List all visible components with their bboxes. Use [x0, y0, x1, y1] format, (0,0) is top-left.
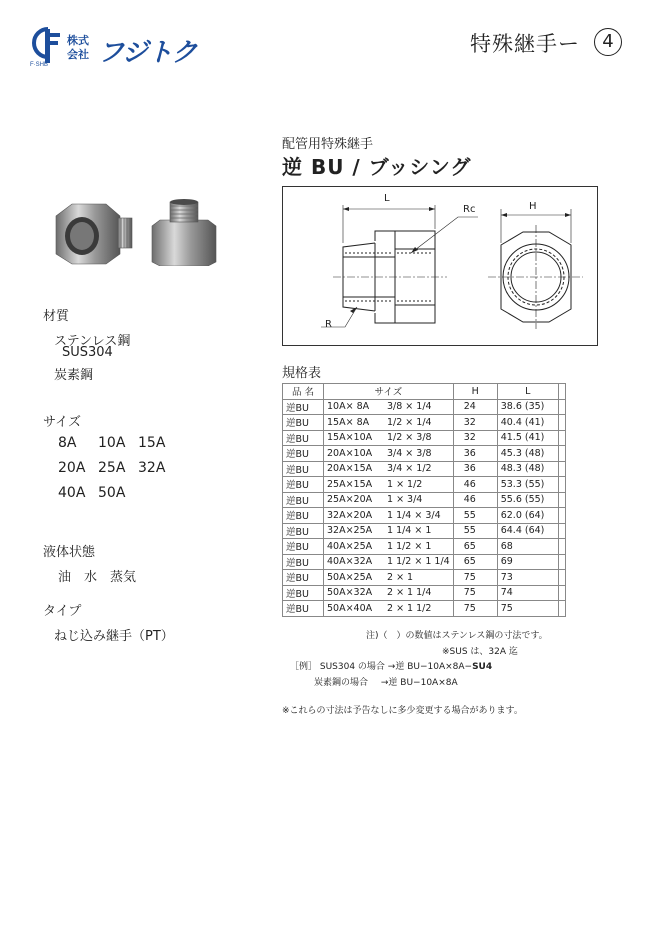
example-sus-value: →逆 BU−10A×8A−	[387, 662, 473, 672]
cell-L: 38.6 (35)	[497, 399, 558, 415]
cell-size-inch: 1 1/4 × 1	[384, 523, 453, 539]
size-item: 8A	[58, 435, 77, 451]
header-size: サイズ	[324, 384, 454, 400]
dim-label-Rc: Rc	[463, 204, 476, 215]
cell-size-inch: 1 1/4 × 3/4	[384, 508, 453, 524]
cell-L: 48.3 (48)	[497, 461, 558, 477]
cell-H: 46	[453, 477, 497, 493]
header-blank	[558, 384, 565, 400]
cell-H: 55	[453, 508, 497, 524]
cell-name: 逆BU	[283, 554, 324, 570]
material-value-1: ステンレス鋼	[54, 334, 131, 349]
cell-H: 65	[453, 539, 497, 555]
cell-size-inch: 2 × 1 1/4	[384, 585, 453, 601]
size-item: 15A	[138, 435, 166, 451]
cell-L: 75	[497, 601, 558, 617]
dim-label-L: L	[384, 193, 390, 204]
cell-name: 逆BU	[283, 399, 324, 415]
cell-H: 75	[453, 570, 497, 586]
cell-size-nominal: 32A×20A	[324, 508, 385, 524]
note-sus-limit: ※SUS は、32A 迄	[442, 647, 518, 657]
dim-label-R: R	[325, 319, 332, 330]
cell-H: 36	[453, 461, 497, 477]
cell-blank	[558, 585, 565, 601]
cell-size-nominal: 40A×25A	[324, 539, 385, 555]
table-row	[283, 461, 566, 477]
footer-disclaimer: ※これらの寸法は予告なしに多少変更する場合があります。	[282, 706, 523, 716]
cell-name: 逆BU	[283, 477, 324, 493]
spec-table	[282, 383, 566, 617]
cell-H: 46	[453, 492, 497, 508]
cell-size-inch: 1 × 3/4	[384, 492, 453, 508]
cell-L: 41.5 (41)	[497, 430, 558, 446]
product-photo	[52, 196, 228, 266]
material-value-3: 炭素鋼	[54, 368, 94, 383]
cell-blank	[558, 399, 565, 415]
cell-L: 73	[497, 570, 558, 586]
cell-L: 62.0 (64)	[497, 508, 558, 524]
example-sus-suffix: SU4	[472, 662, 493, 672]
cell-name: 逆BU	[283, 430, 324, 446]
cell-size-nominal: 15A× 8A	[324, 415, 385, 431]
cell-name: 逆BU	[283, 601, 324, 617]
cell-blank	[558, 477, 565, 493]
cell-size-nominal: 50A×32A	[324, 585, 385, 601]
cell-size-nominal: 50A×40A	[324, 601, 385, 617]
cell-size-inch: 1/2 × 3/8	[384, 430, 453, 446]
table-row	[283, 508, 566, 524]
cell-name: 逆BU	[283, 539, 324, 555]
cell-name: 逆BU	[283, 446, 324, 462]
header-H: H	[453, 384, 497, 400]
size-item: 25A	[98, 460, 126, 476]
company-logo-icon	[32, 27, 64, 65]
cell-name: 逆BU	[283, 523, 324, 539]
cell-H: 32	[453, 430, 497, 446]
company-kabushiki: 株式	[67, 34, 89, 47]
cell-H: 24	[453, 399, 497, 415]
cell-name: 逆BU	[283, 570, 324, 586]
table-row	[283, 477, 566, 493]
cell-H: 32	[453, 415, 497, 431]
logo-subtext: F·SHB	[30, 62, 48, 68]
table-row	[283, 492, 566, 508]
cell-size-nominal: 10A× 8A	[324, 399, 385, 415]
cell-blank	[558, 430, 565, 446]
cell-size-inch: 1 1/2 × 1	[384, 539, 453, 555]
cell-blank	[558, 415, 565, 431]
spec-table-title: 規格表	[282, 366, 322, 381]
size-row-2	[58, 460, 178, 476]
cell-blank	[558, 523, 565, 539]
cell-name: 逆BU	[283, 492, 324, 508]
material-value-2: SUS304	[62, 345, 113, 360]
cell-size-inch: 3/4 × 1/2	[384, 461, 453, 477]
cell-blank	[558, 554, 565, 570]
cell-size-nominal: 25A×20A	[324, 492, 385, 508]
cell-L: 69	[497, 554, 558, 570]
cell-size-inch: 2 × 1	[384, 570, 453, 586]
fluid-label: 液体状態	[43, 545, 96, 560]
size-item: 10A	[98, 435, 126, 451]
cell-blank	[558, 570, 565, 586]
cell-L: 53.3 (55)	[497, 477, 558, 493]
cell-size-nominal: 50A×25A	[324, 570, 385, 586]
table-header-row	[283, 384, 566, 400]
cell-blank	[558, 508, 565, 524]
table-row	[283, 554, 566, 570]
table-row	[283, 446, 566, 462]
header-L: L	[497, 384, 558, 400]
cell-L: 45.3 (48)	[497, 446, 558, 462]
technical-drawing	[282, 186, 598, 346]
cell-blank	[558, 539, 565, 555]
company-kaisha: 会社	[67, 48, 89, 61]
cell-H: 55	[453, 523, 497, 539]
cell-name: 逆BU	[283, 508, 324, 524]
cell-H: 75	[453, 585, 497, 601]
cell-blank	[558, 446, 565, 462]
size-item: 40A	[58, 485, 86, 501]
cell-size-nominal: 15A×10A	[324, 430, 385, 446]
cell-size-inch: 3/4 × 3/8	[384, 446, 453, 462]
cell-blank	[558, 461, 565, 477]
cell-size-nominal: 40A×32A	[324, 554, 385, 570]
table-row	[283, 523, 566, 539]
cell-size-nominal: 32A×25A	[324, 523, 385, 539]
dim-label-H: H	[529, 201, 537, 212]
table-row	[283, 601, 566, 617]
cell-H: 65	[453, 554, 497, 570]
note-stainless: 注)（ ）の数値はステンレス鋼の寸法です。	[366, 631, 548, 641]
page-number-badge: 4	[594, 28, 622, 56]
cell-L: 74	[497, 585, 558, 601]
cell-H: 75	[453, 601, 497, 617]
size-item: 20A	[58, 460, 86, 476]
table-row	[283, 415, 566, 431]
example-carbon-row	[314, 675, 458, 688]
cell-H: 36	[453, 446, 497, 462]
cell-name: 逆BU	[283, 461, 324, 477]
product-subtitle: 配管用特殊継手	[282, 137, 374, 152]
size-row-3	[58, 485, 138, 501]
cell-size-nominal: 20A×15A	[324, 461, 385, 477]
cell-name: 逆BU	[283, 415, 324, 431]
example-carbon-label: 炭素鋼の場合	[314, 678, 369, 688]
type-value: ねじ込み継手（PT）	[54, 629, 174, 644]
cell-L: 68	[497, 539, 558, 555]
type-label: タイプ	[43, 604, 82, 619]
cell-size-nominal: 25A×15A	[324, 477, 385, 493]
page-category-label: 特殊継手ー	[470, 32, 580, 56]
cell-L: 40.4 (41)	[497, 415, 558, 431]
cell-L: 55.6 (55)	[497, 492, 558, 508]
table-row	[283, 539, 566, 555]
product-title: 逆 BU / ブッシング	[282, 155, 472, 179]
header-name: 品 名	[283, 384, 324, 400]
example-sus-row	[290, 659, 492, 672]
cell-size-inch: 1 × 1/2	[384, 477, 453, 493]
example-sus-label: ［例］ SUS304 の場合	[290, 662, 385, 672]
cell-L: 64.4 (64)	[497, 523, 558, 539]
fluid-value: 油 水 蒸気	[58, 570, 137, 585]
table-row	[283, 399, 566, 415]
table-row	[283, 430, 566, 446]
size-row-1	[58, 435, 178, 451]
table-row	[283, 570, 566, 586]
table-row	[283, 585, 566, 601]
cell-size-inch: 1 1/2 × 1 1/4	[384, 554, 453, 570]
size-label: サイズ	[43, 415, 81, 430]
cell-size-inch: 3/8 × 1/4	[384, 399, 453, 415]
company-name: フジトク	[98, 38, 197, 68]
size-item: 32A	[138, 460, 166, 476]
size-item: 50A	[98, 485, 126, 501]
cell-blank	[558, 601, 565, 617]
cell-size-inch: 2 × 1 1/2	[384, 601, 453, 617]
cell-blank	[558, 492, 565, 508]
cell-size-inch: 1/2 × 1/4	[384, 415, 453, 431]
cell-size-nominal: 20A×10A	[324, 446, 385, 462]
material-label: 材質	[43, 309, 70, 324]
cell-name: 逆BU	[283, 585, 324, 601]
example-carbon-value: →逆 BU−10A×8A	[380, 678, 458, 688]
